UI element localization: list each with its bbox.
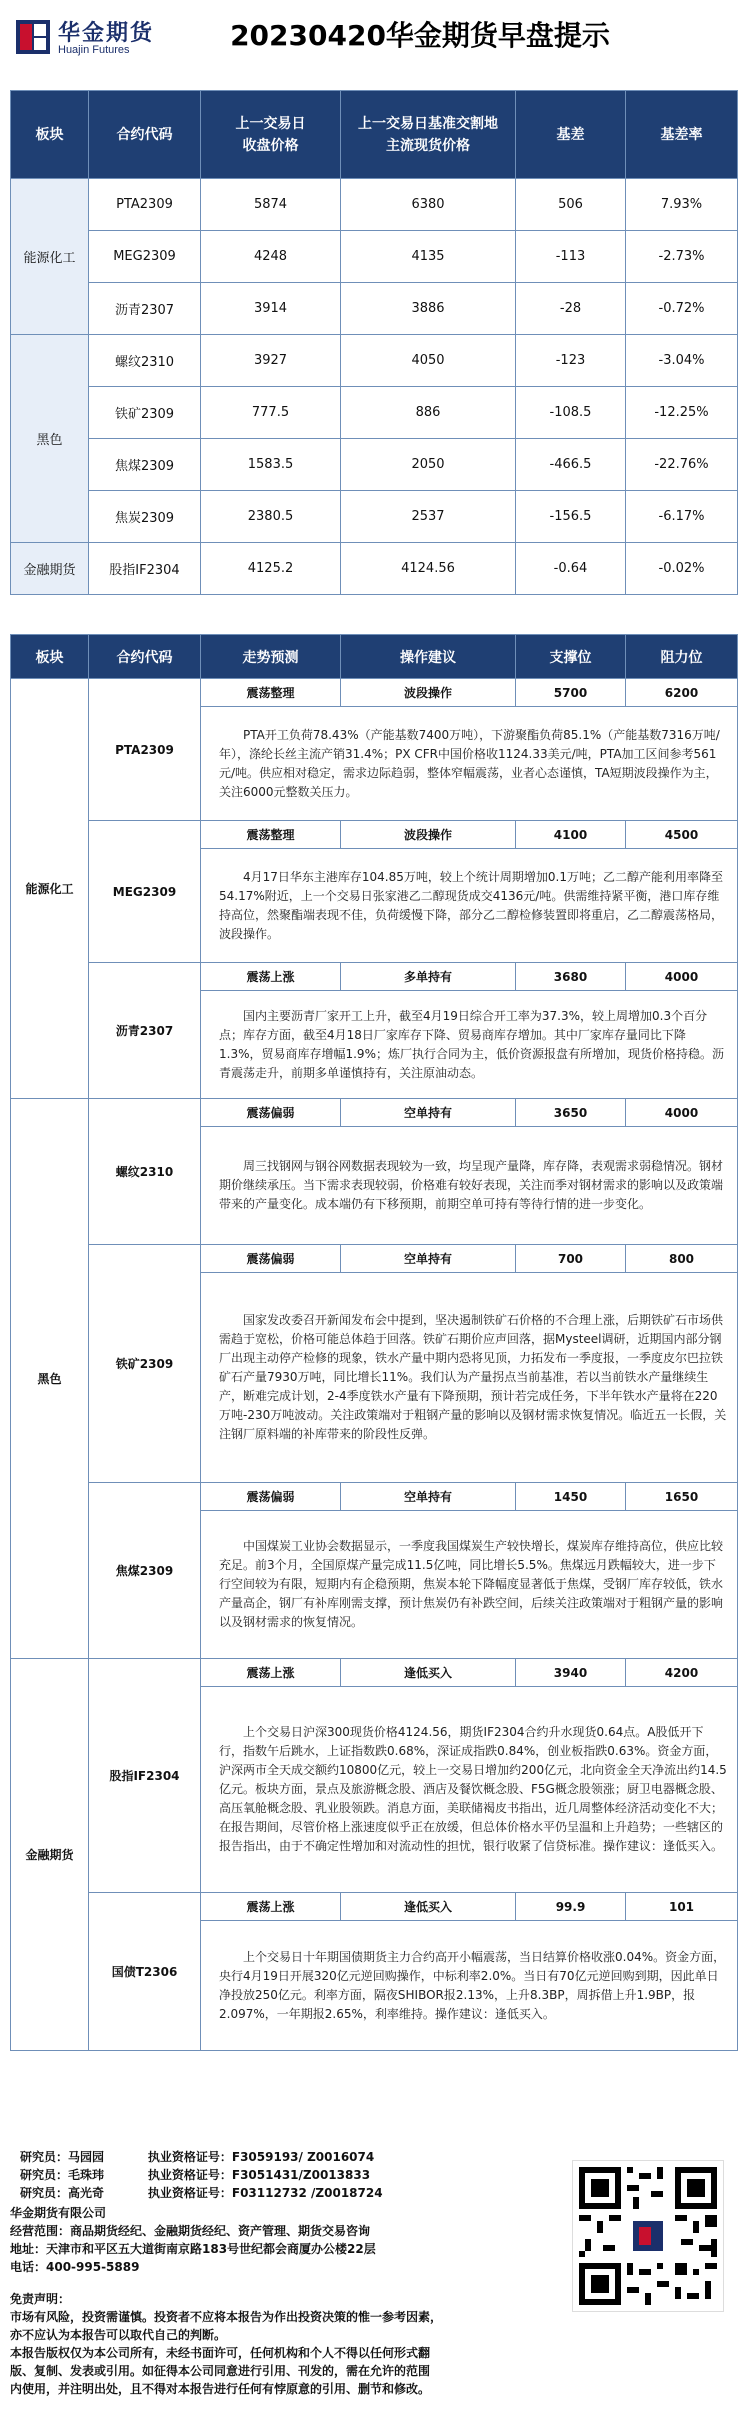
contract-code: 焦炭2309	[89, 491, 201, 543]
support-level: 3650	[516, 1099, 626, 1127]
resistance-level: 4500	[626, 821, 738, 849]
resistance-level: 4000	[626, 963, 738, 991]
support-level: 3940	[516, 1659, 626, 1687]
spot-price: 6380	[341, 179, 516, 231]
close-price: 3927	[201, 335, 341, 387]
operation-advice: 波段操作	[341, 821, 516, 849]
sector-ferrous: 黑色	[11, 1099, 89, 1659]
sector-ferrous: 黑色	[11, 335, 89, 543]
spot-price: 4050	[341, 335, 516, 387]
header-close-price: 上一交易日 收盘价格	[201, 91, 341, 179]
basis-rate: -0.72%	[626, 283, 738, 335]
strategy-summary-row	[11, 1099, 738, 1127]
strategy-summary-row	[11, 679, 738, 707]
close-price: 5874	[201, 179, 341, 231]
researcher-line: 研究员：马园园 执业资格证号：F3059193/ Z0016074	[20, 2150, 375, 2164]
disclaimer-title: 免责声明：	[10, 2292, 71, 2306]
analysis-text: PTA开工负荷78.43%（产能基数7400万吨），下游聚酯负荷85.1%（产能基数7316万吨/年），涤纶长丝主流产销31.4%；PX CFR中国价格收1124.33美元/吨，PTA加工区间参考561元/吨。供应相对稳定，需求边际趋弱，整体窄幅震荡，业者心态谨慎，TA短期波段操作为主，关注6000元整数关压力。	[201, 707, 738, 821]
trend-forecast: 震荡偏弱	[201, 1483, 341, 1511]
researcher-line: 研究员：高光奇 执业资格证号：F03112732 /Z0018724	[20, 2186, 383, 2200]
resistance-level: 1650	[626, 1483, 738, 1511]
contract-code: 沥青2307	[89, 963, 201, 1099]
close-price: 4248	[201, 231, 341, 283]
basis: -113	[516, 231, 626, 283]
header-advice: 操作建议	[341, 635, 516, 679]
logo-english-text: Huajin Futures	[58, 44, 130, 56]
report-footer	[0, 2140, 747, 2416]
basis: -156.5	[516, 491, 626, 543]
contract-code: 螺纹2310	[89, 335, 201, 387]
basis: -123	[516, 335, 626, 387]
close-price: 2380.5	[201, 491, 341, 543]
trend-forecast: 震荡上涨	[201, 1893, 341, 1921]
table-row	[11, 491, 738, 543]
logo-chinese-text: 华金期货	[58, 21, 155, 46]
basis-rate: -12.25%	[626, 387, 738, 439]
header-sector: 板块	[11, 91, 89, 179]
disclaimer-line: 内使用，并注明出处，且不得对本报告进行任何有悖原意的引用、删节和修改。	[10, 2382, 431, 2396]
analysis-text: 国家发改委召开新闻发布会中提到，坚决遏制铁矿石价格的不合理上涨，后期铁矿石市场供需趋于宽松，价格可能总体趋于回落。铁矿石期价应声回落，据Mysteel调研，近期国内部分钢厂出现主动停产检修的现象，铁水产量中期内恐将见顶，力拓发布一季度报，一季度皮尔巴拉铁矿石产量7930万吨，同比增长11%。我们认为产量拐点当前基准，若以当前铁水产量继续生产，断难完成计划，2-4季度铁水产量有下降预期，预计若完成任务，下半年铁水产量将在220万吨-230万吨波动。关注政策端对于粗钢产量的影响以及钢材需求恢复情况。临近五一长假，关注钢厂原料端的补库带来的阶段性反弹。	[201, 1273, 738, 1483]
basis-rate: -3.04%	[626, 335, 738, 387]
trend-forecast: 震荡整理	[201, 679, 341, 707]
trend-forecast: 震荡上涨	[201, 1659, 341, 1687]
contract-code: PTA2309	[89, 679, 201, 821]
support-level: 4100	[516, 821, 626, 849]
resistance-level: 6200	[626, 679, 738, 707]
sector-financial: 金融期货	[11, 1659, 89, 2051]
table-row	[11, 179, 738, 231]
spot-price: 3886	[341, 283, 516, 335]
header-contract: 合约代码	[89, 91, 201, 179]
resistance-level: 800	[626, 1245, 738, 1273]
qr-code	[572, 2160, 724, 2312]
basis-table-header	[11, 91, 738, 179]
contract-code: 股指IF2304	[89, 543, 201, 595]
sector-energy: 能源化工	[11, 679, 89, 1099]
operation-advice: 波段操作	[341, 679, 516, 707]
analysis-text: 上个交易日沪深300现货价格4124.56，期货IF2304合约升水现货0.64点。A股低开下行，指数午后跳水，上证指数跌0.68%，深证成指跌0.84%，创业板指跌0.63%。资金方面，沪深两市全天成交额约10800亿元，较上一交易日增加约200亿元，北向资金全天净流出约14.5亿元。板块方面，景点及旅游概念股、酒店及餐饮概念股、F5G概念股领涨；厨卫电器概念股、高压氧舱概念股、乳业股领跌。消息方面，美联储褐皮书指出，近几周整体经济活动变化不大；在报告期间，尽管价格上涨速度似乎正在放缓，但总体价格水平仍呈温和上升趋势；一些辖区的报告指出，由于不确定性增加和对流动性的担忧，银行收紧了信贷标准。操作建议：逢低买入。	[201, 1687, 738, 1893]
operation-advice: 空单持有	[341, 1099, 516, 1127]
support-level: 1450	[516, 1483, 626, 1511]
close-price: 777.5	[201, 387, 341, 439]
analysis-text: 国内主要沥青厂家开工上升，截至4月19日综合开工率为37.3%，较上周增加0.3个百分点；库存方面，截至4月18日厂家库存下降、贸易商库存增加。其中厂家库存量同比下降1.3%，贸易商库存增幅1.9%；炼厂执行合同为主，低价资源报盘有所增加，现货价格持稳。沥青震荡走升，前期多单谨慎持有，关注原油动态。	[201, 991, 738, 1099]
operation-advice: 多单持有	[341, 963, 516, 991]
basis: -28	[516, 283, 626, 335]
spot-price: 886	[341, 387, 516, 439]
header-resistance: 阻力位	[626, 635, 738, 679]
trend-forecast: 震荡整理	[201, 821, 341, 849]
table-row	[11, 231, 738, 283]
operation-advice: 空单持有	[341, 1245, 516, 1273]
trend-forecast: 震荡上涨	[201, 963, 341, 991]
contract-code: 国债T2306	[89, 1893, 201, 2051]
contract-code: 沥青2307	[89, 283, 201, 335]
spot-price: 2050	[341, 439, 516, 491]
support-level: 99.9	[516, 1893, 626, 1921]
header-basis: 基差	[516, 91, 626, 179]
analysis-text: 4月17日华东主港库存104.85万吨，较上个统计周期增加0.1万吨；乙二醇产能利用率降至54.17%附近，上一个交易日张家港乙二醇现货成交4136元/吨。供需维持紧平衡，港口库存维持高位，然聚酯端表现不佳，负荷缓慢下降，部分乙二醇检修装置即将重启，乙二醇震荡格局，波段操作。	[201, 849, 738, 963]
basis-rate: -6.17%	[626, 491, 738, 543]
operation-advice: 逢低买入	[341, 1893, 516, 1921]
strategy-summary-row	[11, 821, 738, 849]
close-price: 3914	[201, 283, 341, 335]
basis-rate: 7.93%	[626, 179, 738, 231]
strategy-table-header	[11, 635, 738, 679]
strategy-summary-row	[11, 1893, 738, 1921]
huajin-logo-icon	[16, 20, 50, 54]
basis-table	[10, 90, 738, 595]
sector-energy: 能源化工	[11, 179, 89, 335]
strategy-summary-row	[11, 1245, 738, 1273]
contract-code: 螺纹2310	[89, 1099, 201, 1245]
report-header	[0, 0, 747, 82]
disclaimer-line: 版、复制、发表或引用。如征得本公司同意进行引用、刊发的，需在允许的范围	[10, 2364, 431, 2378]
qr-code-icon	[573, 2161, 723, 2311]
trend-forecast: 震荡偏弱	[201, 1245, 341, 1273]
company-address: 地址：天津市和平区五大道街南京路183号世纪都会商厦办公楼22层	[10, 2242, 376, 2256]
basis: -466.5	[516, 439, 626, 491]
disclaimer-line: 市场有风险，投资需谨慎。投资者不应将本报告为作出投资决策的惟一参考因素，	[10, 2310, 443, 2324]
disclaimer-line: 亦不应认为本报告可以取代自己的判断。	[10, 2328, 227, 2342]
trend-forecast: 震荡偏弱	[201, 1099, 341, 1127]
header-basis-rate: 基差率	[626, 91, 738, 179]
support-level: 5700	[516, 679, 626, 707]
strategy-summary-row	[11, 1659, 738, 1687]
basis-rate: -22.76%	[626, 439, 738, 491]
business-scope: 经营范围：商品期货经纪、金融期货经纪、资产管理、期货交易咨询	[10, 2224, 371, 2238]
contract-code: 铁矿2309	[89, 387, 201, 439]
spot-price: 4124.56	[341, 543, 516, 595]
support-level: 700	[516, 1245, 626, 1273]
table-row	[11, 283, 738, 335]
operation-advice: 逢低买入	[341, 1659, 516, 1687]
company-name: 华金期货有限公司	[10, 2206, 107, 2220]
table-row	[11, 335, 738, 387]
basis: -108.5	[516, 387, 626, 439]
table-row	[11, 387, 738, 439]
page-title: 20230420华金期货早盘提示	[230, 19, 610, 52]
contract-code: MEG2309	[89, 231, 201, 283]
basis-rate: -0.02%	[626, 543, 738, 595]
table-row	[11, 543, 738, 595]
table-row	[11, 439, 738, 491]
contract-code: 铁矿2309	[89, 1245, 201, 1483]
strategy-table	[10, 634, 738, 2051]
operation-advice: 空单持有	[341, 1483, 516, 1511]
analysis-text: 周三找钢网与钢谷网数据表现较为一致，均呈现产量降，库存降，表观需求弱稳情况。钢材期价继续承压。当下需求表现较弱，价格难有较好表现，关注而季对钢材需求的影响以及政策端带来的产量变化。成本端仍有下移预期，前期空单可持有等待行情的进一步变化。	[201, 1127, 738, 1245]
analysis-text: 中国煤炭工业协会数据显示，一季度我国煤炭生产较快增长，煤炭库存维持高位，供应比较充足。前3个月，全国原煤产量完成11.5亿吨，同比增长5.5%。焦煤远月跌幅较大，进一步下行空间较为有限，短期内有企稳预期，焦炭本轮下降幅度显著低于焦煤，受钢厂库存较低，铁水产量高企，钢厂有补库刚需支撑，预计焦炭仍有补跌空间，后续关注政策端对于粗钢产量的影响以及钢材需求的恢复情况。	[201, 1511, 738, 1659]
disclaimer-line: 本报告版权仅为本公司所有，未经书面许可，任何机构和个人不得以任何形式翻	[10, 2346, 431, 2360]
resistance-level: 4000	[626, 1099, 738, 1127]
support-level: 3680	[516, 963, 626, 991]
header-support: 支撑位	[516, 635, 626, 679]
basis: -0.64	[516, 543, 626, 595]
company-logo	[10, 14, 190, 64]
spot-price: 2537	[341, 491, 516, 543]
contract-code: 焦煤2309	[89, 439, 201, 491]
researcher-line: 研究员：毛珠玮 执业资格证号：F3051431/Z0013833	[20, 2168, 371, 2182]
header-sector: 板块	[11, 635, 89, 679]
header-spot-price: 上一交易日基准交割地 主流现货价格	[341, 91, 516, 179]
company-phone: 电话：400-995-5889	[10, 2260, 140, 2274]
basis-rate: -2.73%	[626, 231, 738, 283]
spot-price: 4135	[341, 231, 516, 283]
contract-code: 焦煤2309	[89, 1483, 201, 1659]
contract-code: 股指IF2304	[89, 1659, 201, 1893]
strategy-summary-row	[11, 963, 738, 991]
header-trend: 走势预测	[201, 635, 341, 679]
contract-code: PTA2309	[89, 179, 201, 231]
resistance-level: 4200	[626, 1659, 738, 1687]
basis: 506	[516, 179, 626, 231]
close-price: 1583.5	[201, 439, 341, 491]
analysis-text: 上个交易日十年期国债期货主力合约高开小幅震荡，当日结算价格收涨0.04%。资金方面，央行4月19日开展320亿元逆回购操作，中标利率2.0%。当日有70亿元逆回购到期，因此单日净投放250亿元。利率方面，隔夜SHIBOR报2.13%，上升8.3BP，周拆借上升1.9BP，报2.097%，一年期报2.65%，利率维持。操作建议：逢低买入。	[201, 1921, 738, 2051]
strategy-summary-row	[11, 1483, 738, 1511]
contract-code: MEG2309	[89, 821, 201, 963]
sector-financial: 金融期货	[11, 543, 89, 595]
close-price: 4125.2	[201, 543, 341, 595]
resistance-level: 101	[626, 1893, 738, 1921]
header-contract: 合约代码	[89, 635, 201, 679]
